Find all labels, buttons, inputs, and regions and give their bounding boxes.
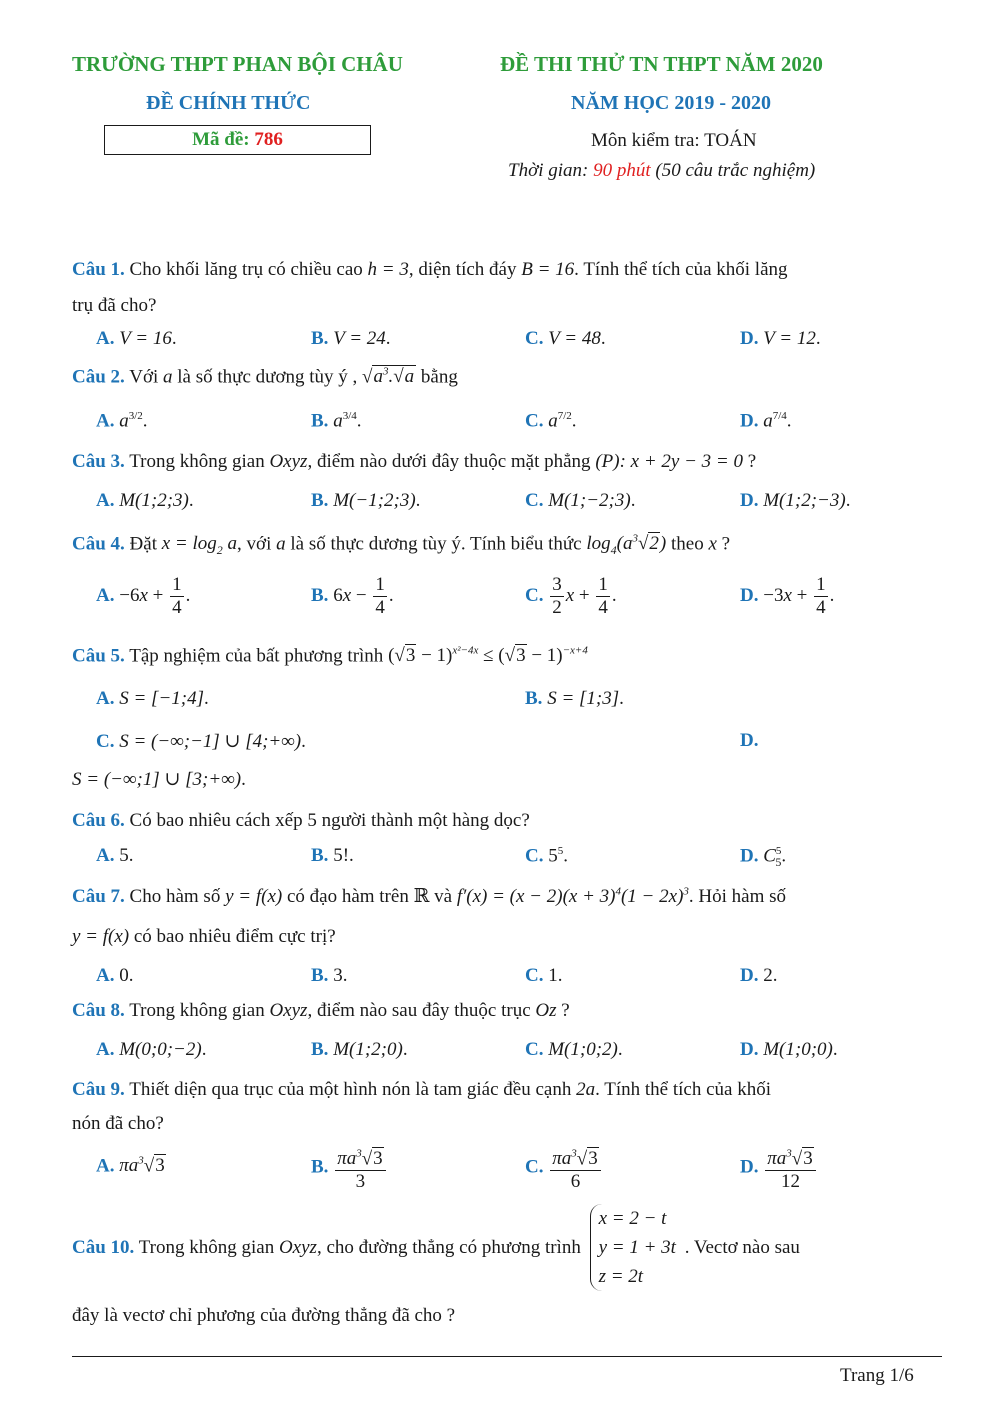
question-9-text-b: . Tính thể tích của khối <box>595 1079 771 1100</box>
question-2-text-b: là số thực dương tùy ý , <box>177 366 358 388</box>
option-value: V = 12 <box>763 328 816 349</box>
exam-code-label: Mã đề: <box>192 129 250 150</box>
question-9-line2: nón đã cho? <box>72 1113 164 1134</box>
question-4-text-e: ? <box>721 533 731 555</box>
q3-option-c[interactable]: C. M(1;−2;3). <box>525 490 636 511</box>
option-value: S = [−1;4] <box>119 688 204 709</box>
option-letter: B. <box>311 328 329 349</box>
question-10-text-b: , cho đường thẳng có phương trình <box>316 1236 581 1258</box>
question-6 <box>72 810 940 832</box>
option-value: V = 48 <box>548 328 601 349</box>
question-5-text-a: Tập nghiệm của bất phương trình <box>129 645 384 667</box>
option-letter: C. <box>525 845 544 867</box>
q3-option-b[interactable]: B. M(−1;2;3). <box>311 490 421 511</box>
q9-option-d[interactable]: D. $\frac{\pi a^3√3}{12}$ <box>740 1143 818 1193</box>
option-value: 0 <box>119 965 129 986</box>
question-8-text-b: , điểm nào sau đây thuộc trục <box>307 1000 531 1021</box>
q8-option-a[interactable]: A. M(0;0;−2). <box>96 1039 207 1060</box>
footer-divider <box>72 1356 942 1357</box>
option-value: M(1;−2;3) <box>548 490 631 511</box>
q5-option-b[interactable]: B. S = [1;3]. <box>525 688 624 709</box>
school-year: NĂM HỌC 2019 - 2020 <box>571 92 771 114</box>
question-4-text-a: Đặt <box>129 533 157 555</box>
option-letter: A. <box>96 965 115 986</box>
q1-option-d[interactable]: D. V = 12. <box>740 328 821 349</box>
time-prefix: Thời gian: <box>508 160 589 181</box>
question-1 <box>72 259 940 281</box>
option-letter: D. <box>740 965 759 986</box>
q9-option-c[interactable]: C. $\frac{\pi a^3√3}{6}$ <box>525 1143 603 1193</box>
option-value: M(0;0;−2) <box>119 1039 202 1060</box>
exam-title: ĐỀ THI THỬ TN THPT NĂM 2020 <box>500 52 823 76</box>
option-letter: D. <box>740 1156 759 1178</box>
question-4-text-b: , với <box>237 533 272 555</box>
time-value: 90 phút <box>593 160 651 181</box>
question-1-height: h = 3 <box>367 259 409 280</box>
option-letter: C. <box>525 965 544 986</box>
question-5 <box>72 645 940 667</box>
option-letter: A. <box>96 490 115 511</box>
question-4-text-c: là số thực dương tùy ý. Tính biểu thức <box>290 533 582 555</box>
question-9: Câu 9. Thiết diện qua trục của một hình nón là tam giác đều cạnh 2a. Tính thể tích của khối <box>72 1079 771 1100</box>
question-2: Câu 2. Với a là số thực dương tùy ý , $√a^3.√a$ bằng <box>72 366 458 388</box>
q4-option-d[interactable]: D. −3x + $\frac{1}{4}$ . <box>740 574 835 618</box>
subject-line: Môn kiểm tra: TOÁN <box>591 130 757 151</box>
option-letter: B. <box>525 688 543 709</box>
option-letter: B. <box>311 965 329 986</box>
option-value: S = (−∞;−1] ∪ [4;+∞) <box>119 731 302 752</box>
option-letter: D. <box>740 584 759 606</box>
option-letter: B. <box>311 584 329 606</box>
question-6-label: Câu 6. <box>72 810 125 831</box>
question-5-label: Câu 5. <box>72 645 125 667</box>
option-value: M(−1;2;3) <box>333 490 416 511</box>
option-letter: D. <box>740 328 759 349</box>
question-2-text-a: Với <box>129 366 159 388</box>
question-10-text-a: Trong không gian <box>138 1236 275 1258</box>
q1-option-a[interactable]: A. V = 16. <box>96 328 177 349</box>
q4-option-a[interactable]: A. −6x + $\frac{1}{4}$ . <box>96 574 191 618</box>
q6-option-a[interactable]: A. 5. <box>96 845 134 866</box>
option-value: 5! <box>333 845 350 866</box>
question-7-text-a: Cho hàm số <box>129 886 221 907</box>
question-7-line2-text: có bao nhiêu điểm cực trị? <box>133 926 336 947</box>
option-letter: A. <box>96 845 115 866</box>
option-value: M(1;2;3) <box>119 490 189 511</box>
option-letter: A. <box>96 1155 115 1177</box>
option-letter: B. <box>311 1156 329 1178</box>
option-value: 1 <box>548 965 558 986</box>
question-7-text-d: . Hỏi hàm số <box>688 886 787 907</box>
option-letter: A. <box>96 410 115 432</box>
option-value: S = (−∞;1] ∪ [3;+∞) <box>72 769 242 790</box>
question-4: Câu 4. Đặt $x = \log_2 a$, với a là số thực dương tùy ý. Tính biểu thức $\log_4(a^3√2)$ theo x ? <box>72 533 731 558</box>
option-value: V = 16 <box>119 328 172 349</box>
question-1-label: Câu 1. <box>72 259 125 280</box>
exam-code-value: 786 <box>254 129 283 150</box>
option-letter: D. <box>740 490 759 511</box>
question-10-text-c: . Vectơ nào sau <box>684 1236 800 1258</box>
q2-option-d[interactable]: D. $a^{7/4}$. <box>740 410 792 432</box>
q7-option-b[interactable]: B. 3. <box>311 965 348 986</box>
question-2-label: Câu 2. <box>72 366 125 388</box>
question-5-inequality: $(√3 - 1)^{x^2-4x} \le (√3 - 1)^{-x+4}$ <box>388 645 588 667</box>
question-1-text-b: , diện tích đáy <box>408 259 517 280</box>
option-letter: D. <box>740 410 759 432</box>
option-value: V = 24 <box>333 328 386 349</box>
option-letter: D. <box>740 845 759 867</box>
official-label: ĐỀ CHÍNH THỨC <box>146 92 311 114</box>
option-value: 5 <box>119 845 129 866</box>
option-letter: A. <box>96 1039 115 1060</box>
option-value: S = [1;3] <box>547 688 620 709</box>
q8-option-b[interactable]: B. M(1;2;0). <box>311 1039 408 1060</box>
question-6-text-a: Có bao nhiêu cách xếp 5 người thành một hàng dọc? <box>129 810 530 831</box>
q6-option-d[interactable]: D. $C^5_5$. <box>740 845 787 870</box>
question-7-text-c: và <box>434 886 453 907</box>
question-10-line2: đây là vectơ chỉ phương của đường thẳng đã cho ? <box>72 1305 456 1326</box>
q1-option-b[interactable]: B. V = 24. <box>311 328 391 349</box>
option-value: 5 <box>548 845 558 867</box>
question-3-label: Câu 3. <box>72 451 125 472</box>
q6-option-c[interactable]: C. $5^5$. <box>525 845 568 867</box>
question-8: Câu 8. Trong không gian Oxyz, điểm nào sau đây thuộc trục Oz ? <box>72 1000 570 1021</box>
q5-option-d-value[interactable]: S = (−∞;1] ∪ [3;+∞). <box>72 769 246 790</box>
question-9-label: Câu 9. <box>72 1079 125 1100</box>
option-letter: D. <box>740 1039 759 1060</box>
exam-code-box <box>104 125 371 155</box>
question-10: Câu 10. Trong không gian Oxyz, cho đường thẳng có phương trình x = 2 − t y = 1 + 3t z = 2t . Vectơ nào sau <box>72 1204 940 1291</box>
q5-option-c[interactable]: C. S = (−∞;−1] ∪ [4;+∞). <box>96 731 306 752</box>
question-3: Câu 3. Trong không gian Oxyz, điểm nào dưới đây thuộc mặt phẳng (P): x + 2y − 3 = 0 ? <box>72 451 757 472</box>
option-value: C <box>763 845 776 867</box>
question-1-base: B = 16 <box>521 259 575 280</box>
option-letter: C. <box>525 410 544 432</box>
question-1-text-a: Cho khối lăng trụ có chiều cao <box>129 259 363 280</box>
question-1-line2: trụ đã cho? <box>72 295 157 316</box>
q4-option-b[interactable]: B. 6x − $\frac{1}{4}$ . <box>311 574 394 618</box>
option-value: M(1;0;2) <box>548 1039 618 1060</box>
question-8-text-c: ? <box>561 1000 570 1021</box>
q7-option-c[interactable]: C. 1. <box>525 965 563 986</box>
question-2-text-c: bằng <box>420 366 458 388</box>
q4-option-c[interactable]: C. $\frac{3}{2}$ x + $\frac{1}{4}$ . <box>525 574 617 618</box>
option-value: M(1;2;0) <box>333 1039 403 1060</box>
question-2-expression: $√a^3.√a$ <box>362 366 415 388</box>
q6-option-b[interactable]: B. 5!. <box>311 845 354 866</box>
option-letter: A. <box>96 688 115 709</box>
question-10-label: Câu 10. <box>72 1236 135 1258</box>
q5-option-d-letter[interactable] <box>740 730 758 752</box>
option-letter: B. <box>311 490 329 511</box>
question-3-text-b: , điểm nào dưới đây thuộc mặt phẳng <box>307 451 591 472</box>
school-name: TRƯỜNG THPT PHAN BỘI CHÂU <box>72 52 403 76</box>
q2-option-b[interactable]: B. $a^{3/4}$. <box>311 410 362 432</box>
option-letter: C. <box>525 490 544 511</box>
question-4-text-d: theo <box>671 533 704 555</box>
option-letter: B. <box>311 845 329 866</box>
question-7-line2: y = f(x) có bao nhiêu điểm cực trị? <box>72 926 336 947</box>
time-line <box>508 160 815 182</box>
q2-option-a[interactable]: A. $a^{3/2}$. <box>96 410 148 432</box>
question-9-text-a: Thiết diện qua trục của một hình nón là tam giác đều cạnh <box>129 1079 572 1100</box>
question-3-text-a: Trong không gian <box>129 451 265 472</box>
option-letter: A. <box>96 584 115 606</box>
q5-option-a[interactable]: A. S = [−1;4]. <box>96 688 209 709</box>
q7-option-d[interactable]: D. 2. <box>740 965 778 986</box>
option-letter: C. <box>96 731 115 752</box>
time-suffix: (50 câu trắc nghiệm) <box>655 160 816 181</box>
q7-option-a[interactable]: A. 0. <box>96 965 134 986</box>
option-value: M(1;0;0) <box>763 1039 833 1060</box>
q9-option-a[interactable]: A. $\pi a^3√3$ <box>96 1155 165 1177</box>
option-letter: C. <box>525 1039 544 1060</box>
option-value: 3 <box>333 965 343 986</box>
question-7-text-b: có đạo hàm trên <box>286 886 409 907</box>
question-4-label: Câu 4. <box>72 533 125 555</box>
option-letter: B. <box>311 1039 329 1060</box>
page-number: Trang 1/6 <box>840 1365 914 1386</box>
option-value: M(1;2;−3) <box>763 490 846 511</box>
option-letter: C. <box>525 584 544 606</box>
question-1-text-c: . Tính thể tích của khối lăng <box>574 259 788 280</box>
option-letter: C. <box>525 328 544 349</box>
option-letter: D. <box>740 730 759 751</box>
option-value: 2 <box>763 965 773 986</box>
question-7: Câu 7. Cho hàm số y = f(x) có đạo hàm trên ℝ và $f'(x) = (x - 2)(x + 3)^4(1 - 2x)^3$. Hỏi hàm số <box>72 885 787 907</box>
question-8-text-a: Trong không gian <box>129 1000 265 1021</box>
q9-option-b[interactable]: B. $\frac{\pi a^3√3}{3}$ <box>311 1143 388 1193</box>
q3-option-a[interactable]: A. M(1;2;3). <box>96 490 194 511</box>
question-8-label: Câu 8. <box>72 1000 125 1021</box>
line-equation-system: x = 2 − t y = 1 + 3t z = 2t <box>590 1204 676 1291</box>
q8-option-d[interactable]: D. M(1;0;0). <box>740 1039 838 1060</box>
q1-option-c[interactable]: C. V = 48. <box>525 328 606 349</box>
q2-option-c[interactable]: C. $a^{7/2}$. <box>525 410 577 432</box>
question-3-plane: (P): x + 2y − 3 = 0 <box>595 451 743 472</box>
q8-option-c[interactable]: C. M(1;0;2). <box>525 1039 623 1060</box>
option-letter: B. <box>311 410 329 432</box>
option-letter: A. <box>96 328 115 349</box>
question-3-text-c: ? <box>747 451 757 472</box>
q3-option-d[interactable]: D. M(1;2;−3). <box>740 490 851 511</box>
option-letter: C. <box>525 1156 544 1178</box>
question-7-label: Câu 7. <box>72 886 125 907</box>
